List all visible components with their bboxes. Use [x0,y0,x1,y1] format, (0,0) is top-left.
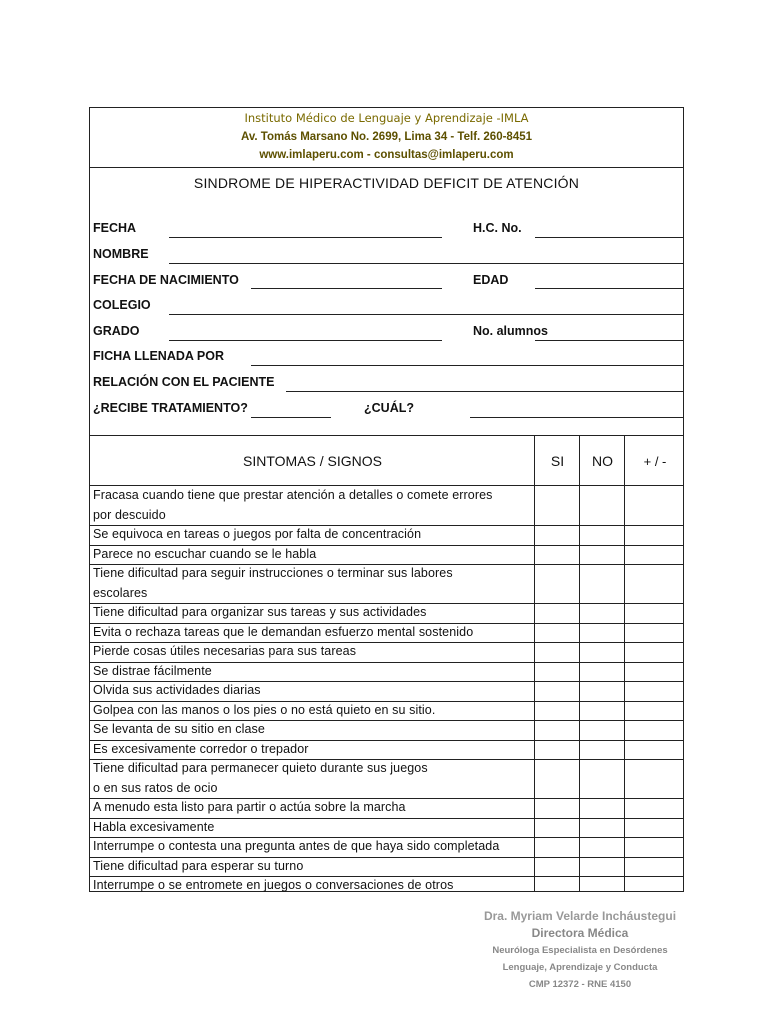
header-sintomas: SINTOMAS / SIGNOS [243,453,382,469]
label-ficha: FICHA LLENADA POR [93,349,225,363]
label-tratamiento: ¿RECIBE TRATAMIENTO? [93,401,248,415]
symptom-text [93,681,533,701]
symptom-text [93,740,533,760]
cell-si[interactable] [535,740,580,760]
cell-pm[interactable] [625,662,685,682]
symptom-text [93,701,533,721]
symptom-line: Tiene dificultad para esperar su turno [93,858,304,873]
cell-si[interactable] [535,720,580,740]
input-grado[interactable] [169,340,442,341]
cell-pm[interactable] [625,798,685,818]
signature-line3: CMP 12372 - RNE 4150 [528,979,632,990]
cell-pm[interactable] [625,525,685,545]
symptom-text [93,603,533,623]
label-fecha: FECHA [93,221,137,235]
table-row [90,837,683,857]
symptom-text [93,876,533,896]
symptom-line: Tiene dificultad para seguir instrucciones o terminar sus labores [93,566,453,580]
table-row [90,759,683,798]
table-row [90,857,683,877]
cell-no[interactable] [580,798,625,818]
symptom-text [93,564,533,603]
signature-line2: Lenguaje, Aprendizaje y Conducta [502,962,658,973]
form-container [89,107,684,892]
table-row [90,720,683,740]
label-nombre: NOMBRE [93,247,149,261]
label-relacion: RELACIÓN CON EL PACIENTE [93,375,275,389]
cell-pm[interactable] [625,681,685,701]
symptom-text [93,642,533,662]
cell-no[interactable] [580,662,625,682]
cell-pm[interactable] [625,701,685,721]
input-ficha[interactable] [251,365,684,366]
input-fecha-nacimiento[interactable] [251,288,442,289]
cell-no[interactable] [580,759,625,798]
cell-si[interactable] [535,857,580,877]
symptom-line: Tiene dificultad para permanecer quieto durante sus juegos [93,761,428,775]
table-row [90,740,683,760]
label-fecha-nacimiento: FECHA DE NACIMIENTO [93,273,239,287]
input-nombre[interactable] [169,263,684,264]
symptom-text [93,720,533,740]
col-divider-no [579,435,580,892]
cell-si[interactable] [535,564,580,603]
cell-no[interactable] [580,642,625,662]
symptom-line: Interrumpe o contesta una pregunta antes de que haya sido completada [93,839,500,853]
symptom-line: Habla excesivamente [93,819,215,834]
cell-si[interactable] [535,681,580,701]
table-row [90,701,683,721]
cell-pm[interactable] [625,564,685,603]
table-row [90,662,683,682]
table-row [90,623,683,643]
cell-no[interactable] [580,701,625,721]
input-tratamiento[interactable] [251,417,331,418]
cell-no[interactable] [580,603,625,623]
cell-pm[interactable] [625,740,685,760]
cell-pm[interactable] [625,818,685,838]
table-top-border [90,435,683,436]
symptom-text [93,857,533,877]
table-row [90,486,683,525]
label-edad: EDAD [473,273,509,287]
cell-no[interactable] [580,623,625,643]
cell-no[interactable] [580,525,625,545]
input-colegio[interactable] [169,314,684,315]
input-cual[interactable] [470,417,684,418]
table-row [90,681,683,701]
cell-si[interactable] [535,818,580,838]
symptom-text [93,759,533,798]
cell-no[interactable] [580,545,625,565]
table-row [90,798,683,818]
cell-pm[interactable] [625,642,685,662]
input-hc[interactable] [535,237,684,238]
input-relacion[interactable] [286,391,684,392]
label-colegio: COLEGIO [93,298,151,312]
symptom-line: por descuido [93,507,166,522]
cell-no[interactable] [580,564,625,603]
cell-si[interactable] [535,837,580,857]
cell-pm[interactable] [625,623,685,643]
header-no: NO [592,453,613,469]
cell-no[interactable] [580,740,625,760]
label-alumnos: No. alumnos [473,324,549,338]
label-hc: H.C. No. [473,221,522,235]
symptom-line: escolares [93,585,148,600]
cell-si[interactable] [535,759,580,798]
label-grado: GRADO [93,324,140,338]
symptom-text [93,545,533,565]
cell-si[interactable] [535,603,580,623]
header-plus-minus: + / - [643,454,667,469]
label-cual: ¿CUÁL? [364,401,414,415]
cell-no[interactable] [580,818,625,838]
cell-si[interactable] [535,876,580,896]
symptom-text [93,486,533,525]
header-si: SI [550,453,565,469]
cell-pm[interactable] [625,759,685,798]
table-row [90,545,683,565]
cell-si[interactable] [535,642,580,662]
cell-si[interactable] [535,701,580,721]
symptom-line: Tiene dificultad para organizar sus tareas y sus actividades [93,605,427,619]
col-divider-pm [624,435,625,892]
table-row [90,642,683,662]
table-row [90,876,683,896]
symptom-line: Interrumpe o se entromete en juegos o conversaciones de otros [93,878,454,892]
symptom-line: o en sus ratos de ocio [93,780,218,795]
symptom-line: Evita o rechaza tareas que le demandan esfuerzo mental sostenido [93,624,474,639]
header-divider [90,167,683,168]
table-row [90,525,683,545]
cell-pm[interactable] [625,876,685,896]
signature-line1: Neuróloga Especialista en Desórdenes [492,945,668,956]
signature-name: Dra. Myriam Velarde Incháustegui [483,909,677,923]
cell-pm[interactable] [625,837,685,857]
cell-pm[interactable] [625,545,685,565]
institute-web: www.imlaperu.com - consultas@imlaperu.com [259,149,514,161]
table-row [90,818,683,838]
cell-si[interactable] [535,486,580,525]
cell-pm[interactable] [625,486,685,525]
symptom-line: Es excesivamente corredor o trepador [93,741,309,756]
cell-pm[interactable] [625,720,685,740]
cell-no[interactable] [580,486,625,525]
input-fecha[interactable] [169,237,442,238]
cell-no[interactable] [580,720,625,740]
col-divider-si [534,435,535,892]
symptom-text [93,662,533,682]
symptom-line: Se levanta de su sitio en clase [93,722,265,736]
symptom-line: Pierde cosas útiles necesarias para sus tareas [93,644,357,658]
institute-name: Instituto Médico de Lenguaje y Aprendizaje -IMLA [244,111,529,125]
symptom-text [93,837,533,857]
symptom-line: Se equivoca en tareas o juegos por falta de concentración [93,527,422,541]
cell-pm[interactable] [625,857,685,877]
cell-no[interactable] [580,837,625,857]
table-row [90,564,683,603]
symptom-line: Olvida sus actividades diarias [93,683,261,697]
cell-si[interactable] [535,662,580,682]
cell-si[interactable] [535,525,580,545]
symptom-text [93,798,533,818]
symptom-line: Fracasa cuando tiene que prestar atención a detalles o comete errores [93,488,493,502]
symptom-text [93,623,533,643]
form-title: SINDROME DE HIPERACTIVIDAD DEFICIT DE ATENCIÓN [193,175,580,191]
cell-si[interactable] [535,798,580,818]
cell-pm[interactable] [625,603,685,623]
input-edad[interactable] [535,288,684,289]
cell-si[interactable] [535,623,580,643]
table-row [90,603,683,623]
cell-si[interactable] [535,545,580,565]
cell-no[interactable] [580,857,625,877]
cell-no[interactable] [580,876,625,896]
symptom-text [93,818,533,838]
symptom-line: Parece no escuchar cuando se le habla [93,546,317,561]
symptom-text [93,525,533,545]
symptom-line: Se distrae fácilmente [93,663,212,678]
signature-role: Directora Médica [531,926,629,940]
symptom-line: A menudo esta listo para partir o actúa sobre la marcha [93,800,406,814]
symptom-line: Golpea con las manos o los pies o no está quieto en su sitio. [93,702,436,717]
input-alumnos[interactable] [535,340,684,341]
cell-no[interactable] [580,681,625,701]
institute-address: Av. Tomás Marsano No. 2699, Lima 34 - Telf. 260-8451 [240,131,533,143]
